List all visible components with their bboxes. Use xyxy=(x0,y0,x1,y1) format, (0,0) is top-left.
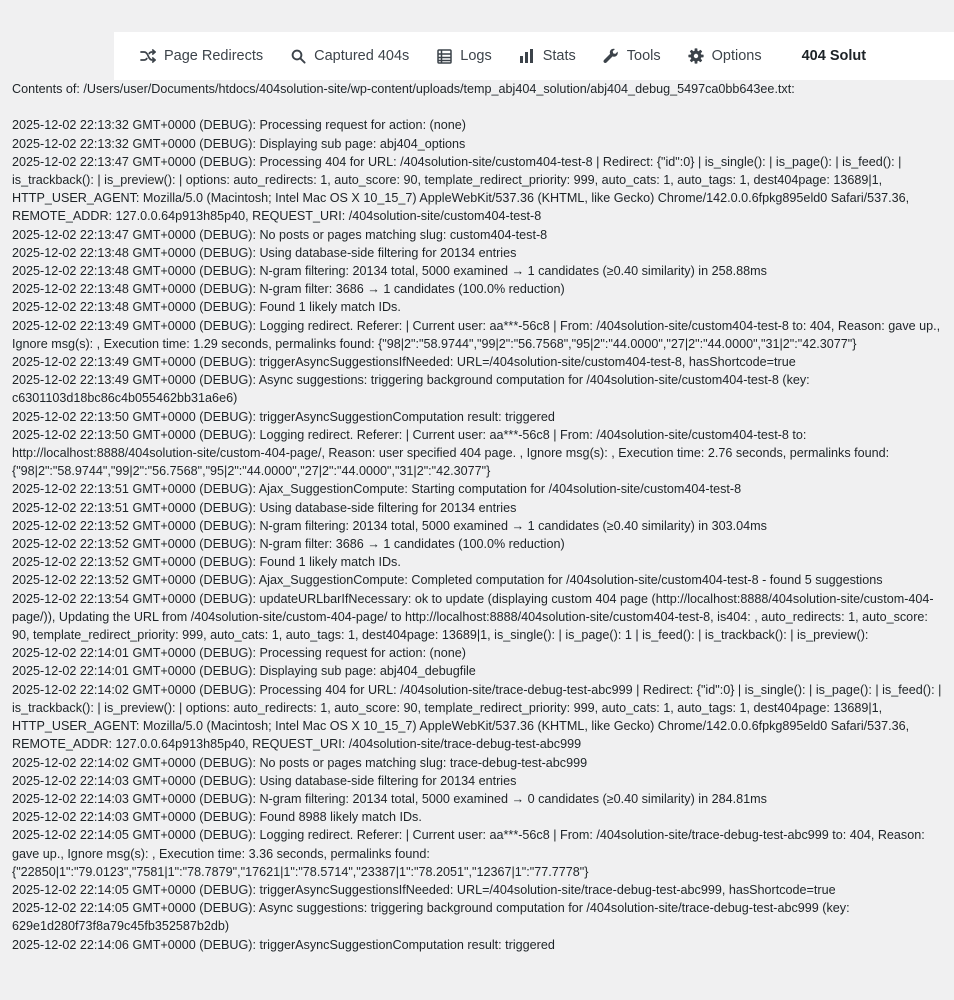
log-line: 2025-12-02 22:14:02 GMT+0000 (DEBUG): No posts or pages matching slug: trace-debug-test-abc999 xyxy=(12,755,588,770)
wrench-icon xyxy=(602,47,620,65)
log-line: 2025-12-02 22:14:06 GMT+0000 (DEBUG): triggerAsyncSuggestionComputation result: triggered xyxy=(12,937,555,952)
tab-logs-label: Logs xyxy=(460,48,492,64)
gear-icon xyxy=(687,47,705,65)
log-line: 2025-12-02 22:13:50 GMT+0000 (DEBUG): triggerAsyncSuggestionComputation result: triggered xyxy=(12,409,555,424)
tab-captured-404s[interactable] xyxy=(289,47,409,65)
log-line: 2025-12-02 22:13:47 GMT+0000 (DEBUG): Processing 404 for URL: /404solution-site/custom404-test-8 | Redirect: {"id":0} | is_single(): | is_page(): | is_feed(): | is_trackback(): | is_preview(): | options: auto_redirects: 1, auto_score: 90, template_redirect_priority: 999, auto_cats: 1, auto_tags: 1, dest404page: 13689|1, HTTP_USER_AGENT: Mozilla/5.0 (Macintosh; Intel Mac OS X 10_15_7) AppleWebKit/537.36 (KHTML, like Gecko) Chrome/142.0.0.6fpkg895eld0 Safari/537.36, REMOTE_ADDR: 127.0.0.64p913h85p40, REQUEST_URI: /404solution-site/custom404-test-8 xyxy=(12,154,910,224)
log-line: 2025-12-02 22:13:49 GMT+0000 (DEBUG): Async suggestions: triggering background computation for /404solution-site/custom404-test-8 (key: c6301103d18bc86c4b055462bb31a6e6) xyxy=(12,373,810,406)
log-line: 2025-12-02 22:13:49 GMT+0000 (DEBUG): Logging redirect. Referer: | Current user: aa***-56c8 | From: /404solution-site/custom404-test-8 to: 404, Reason: gave up., Ignore msg(s): , Execution time: 1.29 seconds, permalinks found: {"98|2":"58.9744","99|2":"56.7568","95|2":"44.0000","27|2":"44.0000","31|2":"42.3077"} xyxy=(12,318,941,351)
log-line: 2025-12-02 22:13:49 GMT+0000 (DEBUG): triggerAsyncSuggestionsIfNeeded: URL=/404solution-site/custom404-test-8, hasShortcode=true xyxy=(12,355,796,370)
shuffle-icon xyxy=(139,47,157,65)
tab-options-label: Options xyxy=(711,48,762,64)
log-line: 2025-12-02 22:13:47 GMT+0000 (DEBUG): No posts or pages matching slug: custom404-test-8 xyxy=(12,227,548,242)
tab-captured-404s-label: Captured 404s xyxy=(314,48,410,64)
list-icon xyxy=(435,47,453,65)
log-line: 2025-12-02 22:13:48 GMT+0000 (DEBUG): Using database-side filtering for 20134 entries xyxy=(12,245,517,260)
log-line: 2025-12-02 22:14:05 GMT+0000 (DEBUG): Logging redirect. Referer: | Current user: aa***-56c8 | From: /404solution-site/trace-debug-test-abc999 to: 404, Reason: gave up., Ignore msg(s): , Execution time: 3.36 seconds, permalinks found: {"22850|1":"79.0123","7581|1":"78.7879","17621|1":"78.5714","23387|1":"78.2051","12367|1":"77.7778"} xyxy=(12,828,925,879)
log-line: 2025-12-02 22:14:01 GMT+0000 (DEBUG): Displaying sub page: abj404_debugfile xyxy=(12,664,476,679)
log-line: 2025-12-02 22:13:50 GMT+0000 (DEBUG): Logging redirect. Referer: | Current user: aa***-56c8 | From: /404solution-site/custom404-test-8 to: http://localhost:8888/404solution-site/custom-404-page/, Reason: user specified 404 page. , Ignore msg(s): , Execution time: 2.76 seconds, permalinks found: {"98|2":"58.9744","99|2":"56.7568","95|2":"44.0000","27|2":"44.0000","31|2":"42.3077"} xyxy=(12,427,890,479)
plugin-nav-tabs xyxy=(114,32,954,80)
log-line: 2025-12-02 22:13:52 GMT+0000 (DEBUG): Found 1 likely match IDs. xyxy=(12,555,401,570)
bar-chart-icon xyxy=(518,47,536,65)
log-lines xyxy=(12,116,942,953)
log-line: 2025-12-02 22:13:52 GMT+0000 (DEBUG): Ajax_SuggestionCompute: Completed computation for /404solution-site/custom404-test-8 - found 5 suggestions xyxy=(12,573,883,588)
log-line: 2025-12-02 22:13:32 GMT+0000 (DEBUG): Processing request for action: (none) xyxy=(12,118,466,133)
log-line: 2025-12-02 22:13:52 GMT+0000 (DEBUG): N-gram filtering: 20134 total, 5000 examined → 1 candidates (≥0.40 similarity) in 303.04ms xyxy=(12,518,767,533)
tab-tools[interactable] xyxy=(602,47,661,65)
log-line: 2025-12-02 22:13:32 GMT+0000 (DEBUG): Displaying sub page: abj404_options xyxy=(12,136,466,151)
log-line: 2025-12-02 22:13:54 GMT+0000 (DEBUG): updateURLbarIfNecessary: ok to update (displaying custom 404 page (http://localhost:8888/404solution-site/custom-404-page/)), Updating the URL from /404solution-site/custom-404-page/ to http://localhost:8888/404solution-site/custom404-test-8, is404: , auto_redirects: 1, auto_score: 90, template_redirect_priority: 999, auto_cats: 1, auto_tags: 1, dest404page: 13689|1, is_single(): | is_page(): 1 | is_feed(): | is_trackback(): | is_preview(): xyxy=(12,591,934,643)
tab-page-redirects[interactable] xyxy=(139,47,263,65)
debug-log-content xyxy=(12,80,942,954)
tab-logs[interactable] xyxy=(435,47,491,65)
tab-stats-label: Stats xyxy=(542,48,576,64)
tab-stats[interactable] xyxy=(518,47,576,65)
tab-options[interactable] xyxy=(687,47,762,65)
tab-tools-label: Tools xyxy=(626,48,661,64)
log-line: 2025-12-02 22:14:03 GMT+0000 (DEBUG): N-gram filtering: 20134 total, 5000 examined → 0 candidates (≥0.40 similarity) in 284.81ms xyxy=(12,791,767,806)
plugin-name: 404 Solut xyxy=(801,48,867,64)
log-file-path: Contents of: /Users/user/Documents/htdocs/404solution-site/wp-content/uploads/temp_abj404_solution/abj404_debug_5497ca0bb643ee.txt: xyxy=(12,82,795,96)
log-line: 2025-12-02 22:14:05 GMT+0000 (DEBUG): triggerAsyncSuggestionsIfNeeded: URL=/404solution-site/trace-debug-test-abc999, hasShortcode=true xyxy=(12,882,836,897)
tab-page-redirects-label: Page Redirects xyxy=(164,48,264,64)
log-line: 2025-12-02 22:13:48 GMT+0000 (DEBUG): Found 1 likely match IDs. xyxy=(12,300,401,315)
log-line: 2025-12-02 22:14:02 GMT+0000 (DEBUG): Processing 404 for URL: /404solution-site/trace-debug-test-abc999 | Redirect: {"id":0} | is_single(): | is_page(): | is_feed(): | is_trackback(): | is_preview(): | options: auto_redirects: 1, auto_score: 90, template_redirect_priority: 999, auto_cats: 1, auto_tags: 1, dest404page: 13689|1, HTTP_USER_AGENT: Mozilla/5.0 (Macintosh; Intel Mac OS X 10_15_7) AppleWebKit/537.36 (KHTML, like Gecko) Chrome/142.0.0.6fpkg895eld0 Safari/537.36, REMOTE_ADDR: 127.0.0.64p913h85p40, REQUEST_URI: /404solution-site/trace-debug-test-abc999 xyxy=(12,682,942,752)
log-line: 2025-12-02 22:13:48 GMT+0000 (DEBUG): N-gram filtering: 20134 total, 5000 examined → 1 candidates (≥0.40 similarity) in 258.88ms xyxy=(12,264,767,279)
log-line: 2025-12-02 22:14:03 GMT+0000 (DEBUG): Using database-side filtering for 20134 entries xyxy=(12,773,517,788)
search-icon xyxy=(289,47,307,65)
log-line: 2025-12-02 22:13:48 GMT+0000 (DEBUG): N-gram filter: 3686 → 1 candidates (100.0% reduction) xyxy=(12,282,565,297)
log-line: 2025-12-02 22:13:51 GMT+0000 (DEBUG): Ajax_SuggestionCompute: Starting computation for /404solution-site/custom404-test-8 xyxy=(12,482,742,497)
log-line: 2025-12-02 22:14:03 GMT+0000 (DEBUG): Found 8988 likely match IDs. xyxy=(12,810,422,825)
log-line: 2025-12-02 22:14:01 GMT+0000 (DEBUG): Processing request for action: (none) xyxy=(12,646,466,661)
log-line: 2025-12-02 22:14:05 GMT+0000 (DEBUG): Async suggestions: triggering background computation for /404solution-site/trace-debug-test-abc999 (key: 629e1d280f73f8a79c45fb352587b2db) xyxy=(12,901,850,934)
log-line: 2025-12-02 22:13:51 GMT+0000 (DEBUG): Using database-side filtering for 20134 entries xyxy=(12,500,517,515)
log-line: 2025-12-02 22:13:52 GMT+0000 (DEBUG): N-gram filter: 3686 → 1 candidates (100.0% reduction) xyxy=(12,537,565,552)
